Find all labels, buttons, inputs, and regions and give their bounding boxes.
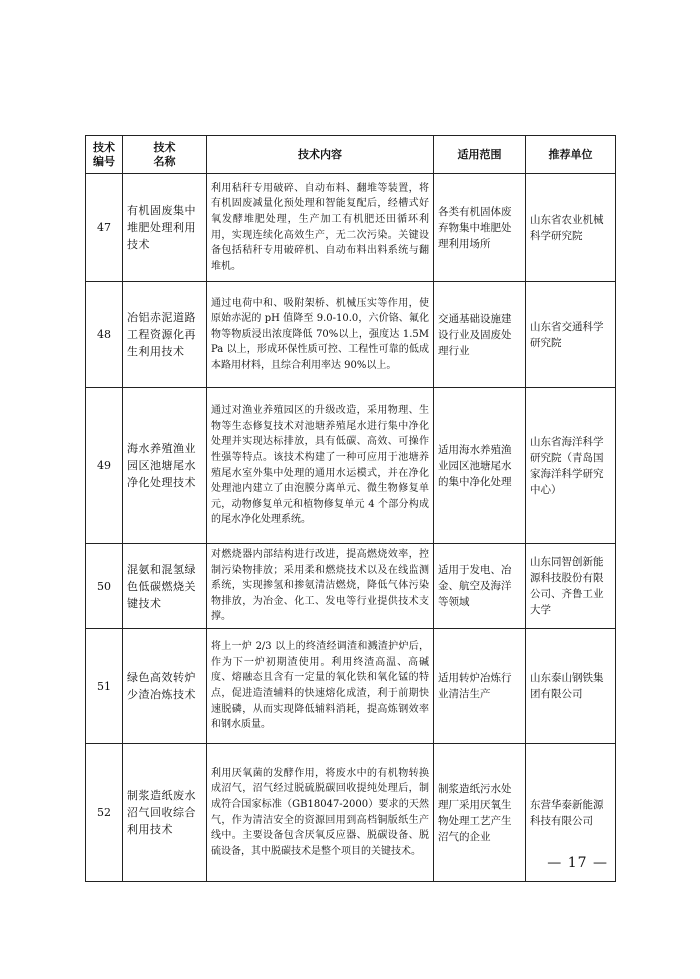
tech-scope: 交通基础设施建设行业及固废处理行业 [434,282,526,388]
tech-content: 通过电荷中和、吸附架桥、机械压实等作用，使原始赤泥的 pH 值降至 9.0-10.0，六价铬、氟化物等物质浸出浓度降低 70%以上，强度达 1.5MPa 以上，形成环保性质可控、工程性可靠的低成本路用材料，且综合利用率达 90%以上。 [207,282,434,388]
tech-scope: 各类有机固体废弃物集中堆肥处理利用场所 [434,174,526,282]
tech-content: 通过对渔业养殖园区的升级改造，采用物理、生物等生态修复技术对池塘养殖尾水进行集中净化处理并实现达标排放，具有低碳、高效、可操作性强等特点。该技术构建了一种可应用于池塘养殖尾水室外集中处理的通用水运模式，并在净化处理池内建立了由泡膜分离单元、微生物修复单元，动物修复单元和植物修复单元 4 个部分构成的尾水净化处理系统。 [207,388,434,544]
recommending-unit: 山东省农业机械科学研究院 [526,174,616,282]
table-row [86,629,616,744]
table-header-row [86,136,616,174]
table-row [86,174,616,282]
table-row [86,282,616,388]
table-row [86,544,616,629]
tech-scope: 适用转炉冶炼行业清洁生产 [434,629,526,744]
tech-name: 制浆造纸废水沼气回收综合利用技术 [123,744,207,882]
header-recommending-unit: 推荐单位 [526,136,616,174]
tech-number: 52 [86,744,123,882]
tech-number: 50 [86,544,123,629]
tech-number: 49 [86,388,123,544]
tech-name: 有机固废集中堆肥处理利用技术 [123,174,207,282]
tech-number: 51 [86,629,123,744]
page-number: — 17 — [547,855,608,871]
tech-scope: 适用于发电、冶金、航空及海洋等领域 [434,544,526,629]
tech-name: 绿色高效转炉少渣冶炼技术 [123,629,207,744]
tech-name: 混氨和混氢绿色低碳燃烧关键技术 [123,544,207,629]
tech-content: 对燃烧器内部结构进行改进，提高燃烧效率，控制污染物排放；采用柔和燃烧技术以及在线监测系统，实现掺氢和掺氨清洁燃烧，降低气体污染物排放，为冶金、化工、发电等行业提供技术支撑。 [207,544,434,629]
tech-content: 利用厌氧菌的发酵作用，将废水中的有机物转换成沼气，沼气经过脱硫脱碳回收提纯处理后，制成符合国家标准（GB18047-2000）要求的天然气，作为清洁安全的资源回用到高档铜版纸生产线中。主要设备包含厌氧反应器、脱碳设备、脱硫设备，其中脱碳技术是整个项目的关键技术。 [207,744,434,882]
header-tech-name: 技术 名称 [123,136,207,174]
tech-name: 冶铝赤泥道路工程资源化再生利用技术 [123,282,207,388]
header-tech-number: 技术 编号 [86,136,123,174]
recommending-unit: 山东省海洋科学研究院（青岛国家海洋科学研究中心） [526,388,616,544]
recommending-unit: 东营华泰新能源科技有限公司 [526,744,616,882]
header-tech-content: 技术内容 [207,136,434,174]
header-scope: 适用范围 [434,136,526,174]
table-row [86,388,616,544]
recommending-unit: 山东泰山钢铁集团有限公司 [526,629,616,744]
recommending-unit: 山东同智创新能源科技股份有限公司、齐鲁工业大学 [526,544,616,629]
tech-number: 47 [86,174,123,282]
tech-number: 48 [86,282,123,388]
technology-table [85,135,616,882]
tech-name: 海水养殖渔业园区池塘尾水净化处理技术 [123,388,207,544]
table-row [86,744,616,882]
tech-scope: 制浆造纸污水处理厂采用厌氧生物处理工艺产生沼气的企业 [434,744,526,882]
tech-scope: 适用海水养殖渔业园区池塘尾水的集中净化处理 [434,388,526,544]
tech-content: 利用秸秆专用破碎、自动布料、翻堆等装置，将有机固废减量化预处理和智能复配后，经槽式好氧发酵堆肥处理，生产加工有机肥还田循环利用，实现连续化高效生产，无二次污染。关键设备包括秸秆专用破碎机、自动布料出料系统与翻堆机。 [207,174,434,282]
tech-content: 将上一炉 2/3 以上的终渣经调渣和溅渣护炉后，作为下一炉初期渣使用。利用终渣高温、高碱度、熔融态且含有一定量的氧化铁和氧化锰的特点，促进造渣辅料的快速熔化成渣，利于前期快速脱磷，从而实现降低辅料消耗，提高炼钢效率和钢水质量。 [207,629,434,744]
recommending-unit: 山东省交通科学研究院 [526,282,616,388]
